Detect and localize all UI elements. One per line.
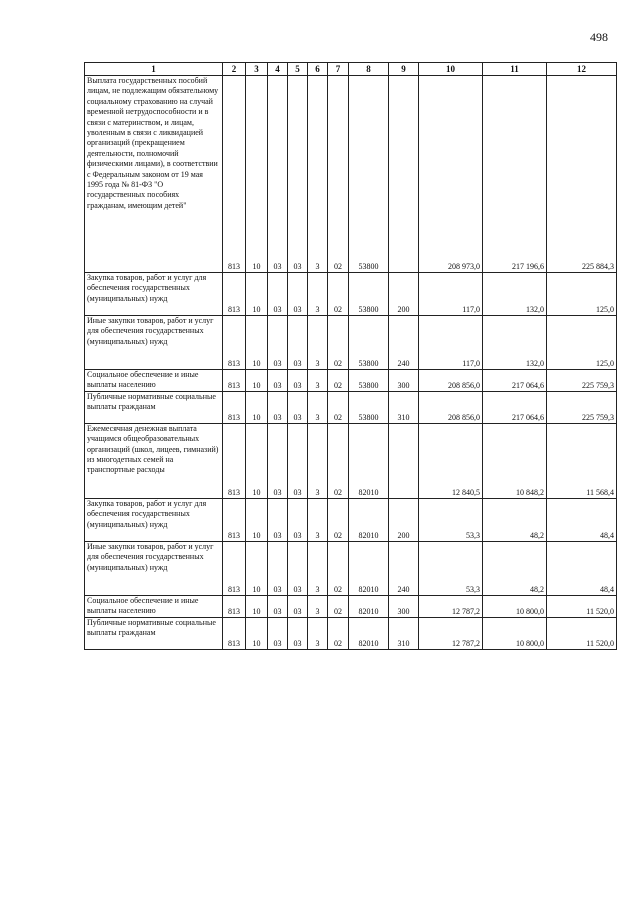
cell-c8: 53800 — [349, 391, 389, 423]
cell-c4: 03 — [268, 316, 288, 370]
column-header: 6 — [308, 63, 328, 76]
cell-c10: 117,0 — [419, 316, 483, 370]
cell-c9 — [389, 423, 419, 498]
cell-c2: 813 — [223, 370, 246, 392]
column-header: 5 — [288, 63, 308, 76]
cell-c5: 03 — [288, 498, 308, 541]
cell-c11: 217 064,6 — [483, 370, 547, 392]
cell-c2: 813 — [223, 595, 246, 617]
cell-c8: 53800 — [349, 316, 389, 370]
cell-c8: 82010 — [349, 595, 389, 617]
cell-c9: 200 — [389, 273, 419, 316]
column-header: 11 — [483, 63, 547, 76]
row-name: Иные закупки товаров, работ и услуг для обеспечения государственных (муниципальных) нужд — [85, 541, 223, 595]
cell-c7: 02 — [328, 273, 349, 316]
cell-c6: 3 — [308, 595, 328, 617]
row-name: Публичные нормативные социальные выплаты гражданам — [85, 391, 223, 423]
cell-c6: 3 — [308, 391, 328, 423]
cell-c5: 03 — [288, 316, 308, 370]
cell-c2: 813 — [223, 316, 246, 370]
cell-c3: 10 — [246, 617, 268, 649]
row-name: Социальное обеспечение и иные выплаты населению — [85, 370, 223, 392]
table-row — [85, 423, 617, 498]
cell-c3: 10 — [246, 273, 268, 316]
cell-c12: 11 520,0 — [547, 595, 617, 617]
table-row — [85, 316, 617, 370]
cell-c10: 208 856,0 — [419, 370, 483, 392]
cell-c12: 225 759,3 — [547, 391, 617, 423]
column-header: 9 — [389, 63, 419, 76]
cell-c4: 03 — [268, 370, 288, 392]
cell-c9: 300 — [389, 595, 419, 617]
cell-c9: 300 — [389, 370, 419, 392]
cell-c2: 813 — [223, 423, 246, 498]
cell-c4: 03 — [268, 273, 288, 316]
row-name: Публичные нормативные социальные выплаты гражданам — [85, 617, 223, 649]
cell-c11: 132,0 — [483, 273, 547, 316]
column-header: 8 — [349, 63, 389, 76]
cell-c8: 82010 — [349, 423, 389, 498]
row-name: Закупка товаров, работ и услуг для обеспечения государственных (муниципальных) нужд — [85, 498, 223, 541]
column-header: 10 — [419, 63, 483, 76]
cell-c7: 02 — [328, 617, 349, 649]
cell-c5: 03 — [288, 76, 308, 273]
cell-c3: 10 — [246, 370, 268, 392]
cell-c7: 02 — [328, 76, 349, 273]
cell-c11: 10 848,2 — [483, 423, 547, 498]
cell-c8: 53800 — [349, 273, 389, 316]
cell-c11: 217 196,6 — [483, 76, 547, 273]
cell-c7: 02 — [328, 391, 349, 423]
cell-c2: 813 — [223, 498, 246, 541]
table-row — [85, 273, 617, 316]
cell-c11: 217 064,6 — [483, 391, 547, 423]
cell-c4: 03 — [268, 498, 288, 541]
cell-c5: 03 — [288, 273, 308, 316]
column-header: 1 — [85, 63, 223, 76]
cell-c6: 3 — [308, 423, 328, 498]
cell-c8: 82010 — [349, 498, 389, 541]
cell-c6: 3 — [308, 76, 328, 273]
row-name: Закупка товаров, работ и услуг для обеспечения государственных (муниципальных) нужд — [85, 273, 223, 316]
cell-c11: 10 800,0 — [483, 617, 547, 649]
cell-c6: 3 — [308, 370, 328, 392]
cell-c11: 48,2 — [483, 498, 547, 541]
cell-c12: 225 759,3 — [547, 370, 617, 392]
cell-c10: 12 787,2 — [419, 595, 483, 617]
cell-c2: 813 — [223, 391, 246, 423]
cell-c9: 240 — [389, 541, 419, 595]
cell-c7: 02 — [328, 370, 349, 392]
column-header: 4 — [268, 63, 288, 76]
cell-c9 — [389, 76, 419, 273]
cell-c11: 132,0 — [483, 316, 547, 370]
cell-c7: 02 — [328, 316, 349, 370]
cell-c2: 813 — [223, 617, 246, 649]
row-name: Ежемесячная денежная выплата учащимся общеобразовательных организаций (школ, лицеев, гимназий) из многодетных семей на транспортные расходы — [85, 423, 223, 498]
cell-c12: 125,0 — [547, 273, 617, 316]
column-header: 2 — [223, 63, 246, 76]
cell-c10: 12 787,2 — [419, 617, 483, 649]
cell-c6: 3 — [308, 273, 328, 316]
cell-c6: 3 — [308, 617, 328, 649]
table-row — [85, 498, 617, 541]
cell-c12: 11 520,0 — [547, 617, 617, 649]
cell-c3: 10 — [246, 595, 268, 617]
cell-c3: 10 — [246, 423, 268, 498]
table-row — [85, 391, 617, 423]
cell-c6: 3 — [308, 541, 328, 595]
cell-c12: 125,0 — [547, 316, 617, 370]
cell-c8: 82010 — [349, 541, 389, 595]
cell-c5: 03 — [288, 391, 308, 423]
cell-c5: 03 — [288, 595, 308, 617]
cell-c12: 11 568,4 — [547, 423, 617, 498]
cell-c8: 53800 — [349, 76, 389, 273]
cell-c3: 10 — [246, 76, 268, 273]
cell-c4: 03 — [268, 541, 288, 595]
cell-c10: 208 856,0 — [419, 391, 483, 423]
cell-c9: 240 — [389, 316, 419, 370]
cell-c8: 53800 — [349, 370, 389, 392]
table-row — [85, 617, 617, 649]
cell-c11: 48,2 — [483, 541, 547, 595]
cell-c3: 10 — [246, 498, 268, 541]
cell-c3: 10 — [246, 541, 268, 595]
cell-c10: 53,3 — [419, 541, 483, 595]
cell-c6: 3 — [308, 316, 328, 370]
cell-c12: 225 884,3 — [547, 76, 617, 273]
cell-c5: 03 — [288, 423, 308, 498]
table-row — [85, 76, 617, 273]
cell-c4: 03 — [268, 423, 288, 498]
cell-c10: 208 973,0 — [419, 76, 483, 273]
cell-c9: 200 — [389, 498, 419, 541]
cell-c7: 02 — [328, 541, 349, 595]
column-header: 3 — [246, 63, 268, 76]
table-row — [85, 595, 617, 617]
cell-c7: 02 — [328, 423, 349, 498]
table-row — [85, 541, 617, 595]
table-body — [85, 76, 617, 650]
cell-c9: 310 — [389, 391, 419, 423]
cell-c3: 10 — [246, 316, 268, 370]
cell-c4: 03 — [268, 391, 288, 423]
cell-c2: 813 — [223, 273, 246, 316]
cell-c2: 813 — [223, 541, 246, 595]
cell-c11: 10 800,0 — [483, 595, 547, 617]
budget-table — [84, 62, 617, 650]
cell-c4: 03 — [268, 595, 288, 617]
cell-c12: 48,4 — [547, 498, 617, 541]
cell-c10: 12 840,5 — [419, 423, 483, 498]
cell-c12: 48,4 — [547, 541, 617, 595]
table-row — [85, 370, 617, 392]
row-name: Социальное обеспечение и иные выплаты населению — [85, 595, 223, 617]
cell-c9: 310 — [389, 617, 419, 649]
page-number: 498 — [590, 30, 608, 44]
cell-c5: 03 — [288, 541, 308, 595]
row-name: Иные закупки товаров, работ и услуг для обеспечения государственных (муниципальных) нужд — [85, 316, 223, 370]
cell-c7: 02 — [328, 595, 349, 617]
cell-c5: 03 — [288, 370, 308, 392]
cell-c7: 02 — [328, 498, 349, 541]
cell-c5: 03 — [288, 617, 308, 649]
cell-c6: 3 — [308, 498, 328, 541]
header-row — [85, 63, 617, 76]
row-name: Выплата государственных пособий лицам, не подлежащим обязательному социальному страхованию на случай временной нетрудоспособности и в связи с материнством, и лицам, уволенным в связи с ликвидацией организаций (прекращением деятельности, полномочий физическими лицами), в соответствии с Федеральным законом от 19 мая 1995 года № 81-ФЗ "О государственных пособиях гражданам, имеющим детей" — [85, 76, 223, 273]
cell-c8: 82010 — [349, 617, 389, 649]
cell-c2: 813 — [223, 76, 246, 273]
column-header: 12 — [547, 63, 617, 76]
cell-c10: 117,0 — [419, 273, 483, 316]
cell-c10: 53,3 — [419, 498, 483, 541]
cell-c4: 03 — [268, 617, 288, 649]
cell-c4: 03 — [268, 76, 288, 273]
cell-c3: 10 — [246, 391, 268, 423]
column-header: 7 — [328, 63, 349, 76]
